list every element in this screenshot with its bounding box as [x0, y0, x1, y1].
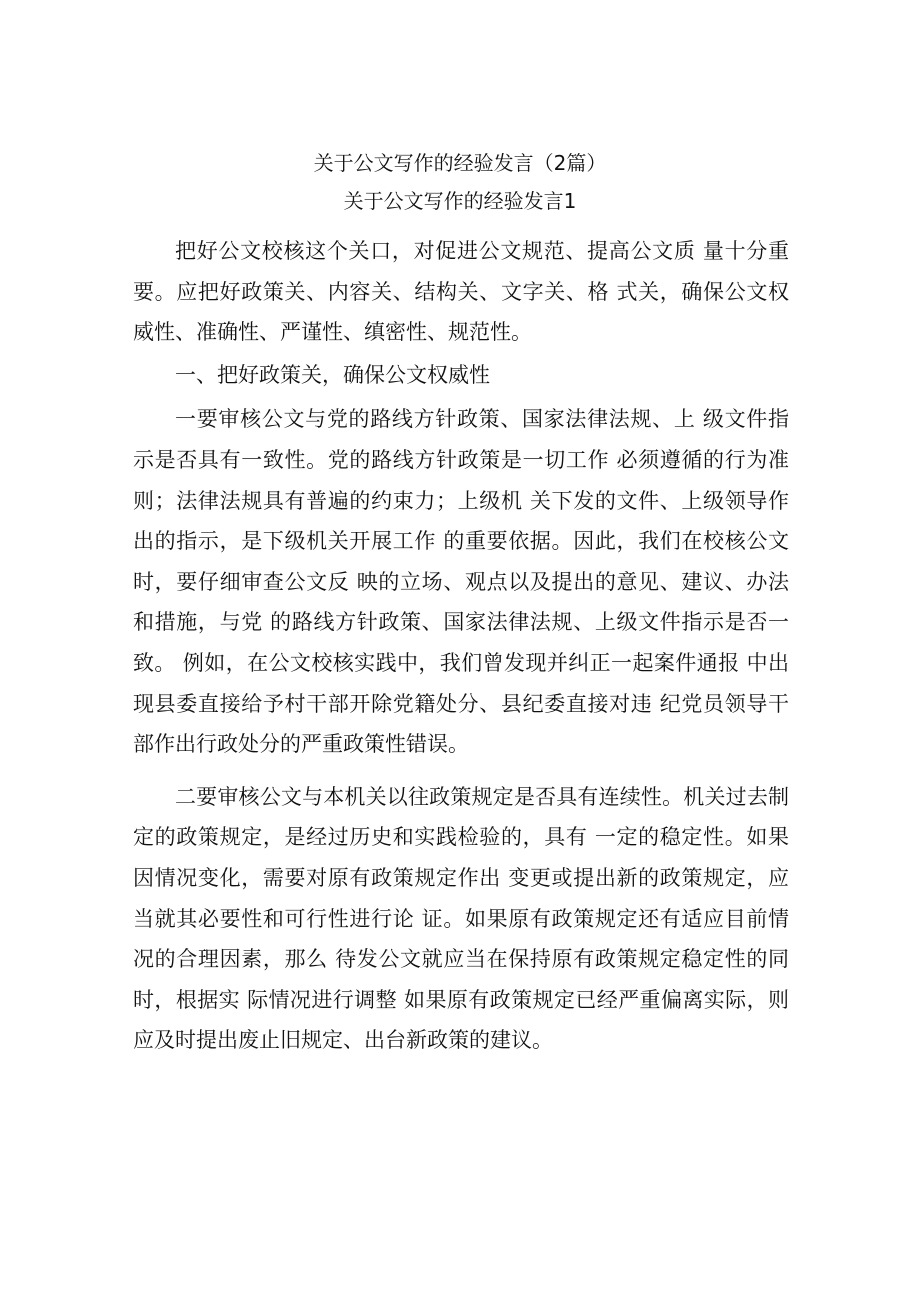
paragraph-consistency: 一要审核公文与党的路线方针政策、国家法律法规、上 级文件指示是否具有一致性。党的路线方针政策是一切工作 必须遵循的行为准则；法律法规具有普遍的约束力；上级机 关下发的文件、上级领导作出的指示，是下级机关开展工作 的重要依据。因此，我们在校核公文时，要仔细审查公文反 映的立场、观点以及提出的意见、建议、办法和措施，与党 的路线方针政策、国家法律法规、上级文件指示是否一致。 例如，在公文校核实践中，我们曾发现并纠正一起案件通报 中出现县委直接给予村干部开除党籍处分、县纪委直接对违 纪党员领导干部作出行政处分的严重政策性错误。: [133, 407, 789, 757]
section-heading-policy: 一、把好政策关，确保公文权威性: [175, 362, 490, 387]
document-subtitle: 关于公文写作的经验发言1: [343, 189, 577, 213]
paragraph-continuity: 二要审核公文与本机关以往政策规定是否具有连续性。机关过去制定的政策规定，是经过历史和实践检验的，具有 一定的稳定性。如果因情况变化，需要对原有政策规定作出 变更或提出新的政策规定，应当就其必要性和可行性进行论 证。如果原有政策规定还有适应目前情况的合理因素，那么 待发公文就应当在保持原有政策规定稳定性的同时，根据实 际情况进行调整 如果原有政策规定已经严重偏离实际，则 应及时提出废止旧规定、出台新政策的建议。: [133, 784, 789, 1053]
paragraph-intro: 把好公文校核这个关口，对促进公文规范、提高公文质 量十分重要。应把好政策关、内容关、结构关、文字关、格 式关，确保公文权威性、准确性、严谨性、缜密性、规范性。: [133, 239, 789, 345]
document-body: [133, 231, 789, 1061]
document-title: 关于公文写作的经验发言（2篇）: [313, 151, 607, 175]
